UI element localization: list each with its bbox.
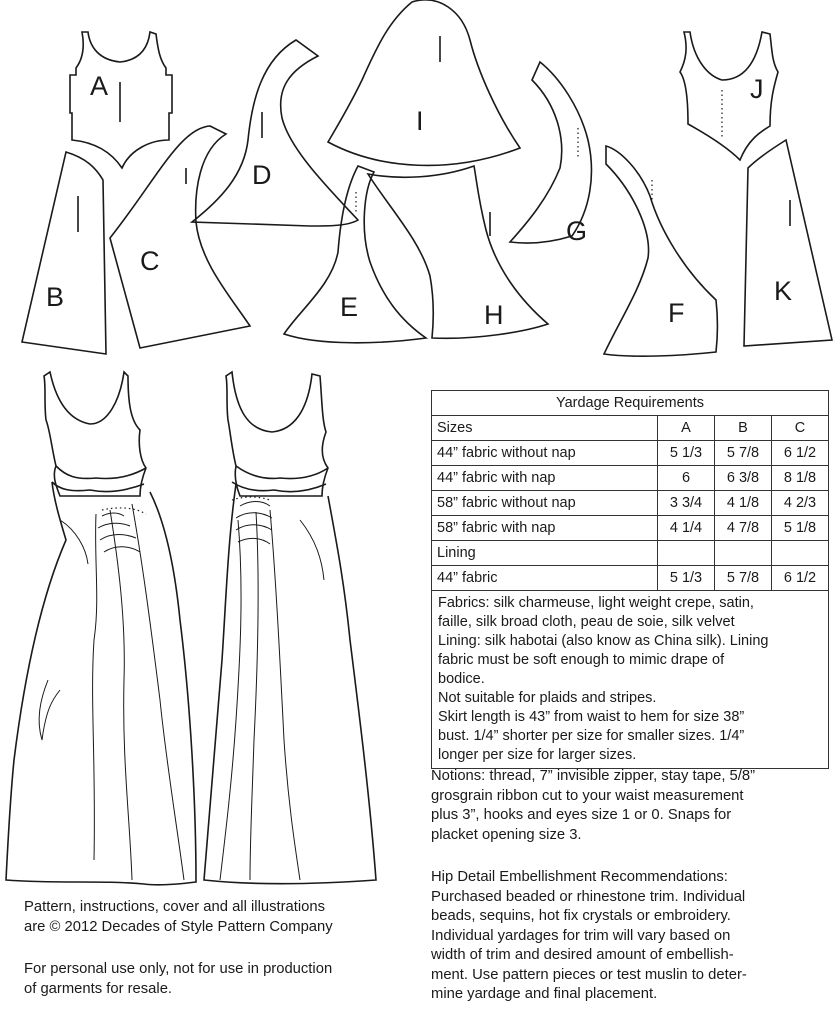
yardage-row-label: 44” fabric without nap	[432, 441, 658, 466]
fabrics-notes	[432, 591, 829, 769]
pattern-piece-e	[284, 166, 426, 343]
yardage-row	[432, 541, 829, 566]
pattern-piece-i-label: I	[416, 106, 424, 136]
fabrics-line: Fabrics: silk charmeuse, light weight crepe, satin,	[438, 595, 754, 611]
yardage-header-row	[432, 416, 829, 441]
fabrics-line: bust. 1/4” shorter per size for smaller sizes. 1/4”	[438, 728, 745, 744]
yardage-value-c	[772, 541, 829, 566]
pattern-piece-a	[70, 32, 172, 168]
yardage-value-b: 4 1/8	[715, 491, 772, 516]
fabrics-line: Skirt length is 43” from waist to hem for size 38”	[438, 709, 745, 725]
hip-detail-line: Hip Detail Embellishment Recommendations:	[431, 869, 728, 885]
yardage-row-label: 44” fabric with nap	[432, 466, 658, 491]
usage-notice	[24, 960, 404, 999]
fabrics-line: faille, silk broad cloth, peau de soie, silk velvet	[438, 614, 735, 630]
yardage-value-c: 6 1/2	[772, 566, 829, 591]
yardage-row	[432, 516, 829, 541]
notions-section	[431, 767, 831, 845]
yardage-header-c: C	[772, 416, 829, 441]
yardage-value-c: 4 2/3	[772, 491, 829, 516]
fabrics-line: Not suitable for plaids and stripes.	[438, 690, 657, 706]
usage-line: of garments for resale.	[24, 980, 173, 997]
yardage-value-a	[658, 541, 715, 566]
yardage-row-label: 58” fabric without nap	[432, 491, 658, 516]
pattern-piece-b	[22, 152, 106, 354]
yardage-row	[432, 491, 829, 516]
yardage-value-a: 4 1/4	[658, 516, 715, 541]
yardage-header-b: B	[715, 416, 772, 441]
yardage-row-label: Lining	[432, 541, 658, 566]
pattern-piece-a-label: A	[90, 71, 109, 101]
yardage-value-a: 5 1/3	[658, 566, 715, 591]
hip-detail-line: ment. Use pattern pieces or test muslin to deter-	[431, 966, 747, 983]
yardage-table	[431, 390, 829, 769]
dress-back-illustration	[204, 372, 376, 884]
yardage-value-c: 6 1/2	[772, 441, 829, 466]
copyright-line: Pattern, instructions, cover and all illustrations	[24, 899, 326, 915]
yardage-value-b: 4 7/8	[715, 516, 772, 541]
yardage-table-title: Yardage Requirements	[432, 391, 829, 416]
pattern-piece-k-label: K	[774, 276, 793, 306]
fabrics-line: fabric must be soft enough to mimic drape of	[438, 652, 725, 668]
hip-detail-line: Individual yardages for trim will vary based on	[431, 927, 731, 944]
fabrics-line: bodice.	[438, 671, 485, 687]
usage-line: For personal use only, not for use in production	[24, 961, 333, 977]
pattern-piece-j	[680, 32, 778, 160]
pattern-piece-c	[110, 126, 250, 348]
yardage-row-label: 44” fabric	[432, 566, 658, 591]
pattern-piece-e-label: E	[340, 292, 359, 322]
yardage-value-a: 5 1/3	[658, 441, 715, 466]
pattern-piece-f-label: F	[668, 298, 685, 328]
yardage-value-a: 3 3/4	[658, 491, 715, 516]
hip-detail-line: width of trim and desired amount of embellish-	[431, 947, 734, 963]
yardage-value-c: 5 1/8	[772, 516, 829, 541]
yardage-row-label: 58” fabric with nap	[432, 516, 658, 541]
hip-detail-line: Purchased beaded or rhinestone trim. Individual	[431, 888, 746, 905]
notions-line: plus 3”, hooks and eyes size 1 or 0. Snaps for	[431, 807, 732, 823]
yardage-value-b	[715, 541, 772, 566]
yardage-value-b: 6 3/8	[715, 466, 772, 491]
hip-detail-line: beads, sequins, hot fix crystals or embroidery.	[431, 908, 731, 924]
fabrics-line: Lining: silk habotai (also know as China silk). Lining	[438, 633, 769, 649]
yardage-row	[432, 566, 829, 591]
yardage-row	[432, 466, 829, 491]
notions-line: grosgrain ribbon cut to your waist measurement	[431, 787, 744, 804]
pattern-piece-g-label: G	[566, 216, 588, 246]
yardage-row	[432, 441, 829, 466]
hip-detail-section	[431, 868, 831, 1005]
notions-line: Notions: thread, 7” invisible zipper, stay tape, 5/8”	[431, 768, 756, 784]
pattern-piece-j-label: J	[750, 74, 764, 104]
dress-front-illustration	[6, 372, 196, 885]
hip-detail-line: mine yardage and final placement.	[431, 986, 658, 1002]
pattern-piece-g	[510, 62, 591, 246]
pattern-piece-k	[744, 140, 832, 346]
pattern-piece-b-label: B	[46, 282, 65, 312]
pattern-piece-f	[604, 146, 718, 356]
yardage-header-sizes: Sizes	[432, 416, 658, 441]
yardage-value-b: 5 7/8	[715, 566, 772, 591]
notions-line: placket opening size 3.	[431, 826, 582, 843]
copyright-notice	[24, 898, 404, 937]
yardage-value-b: 5 7/8	[715, 441, 772, 466]
copyright-line: are © 2012 Decades of Style Pattern Company	[24, 918, 333, 935]
pattern-piece-h	[368, 166, 548, 338]
pattern-piece-d-label: D	[252, 160, 272, 190]
pattern-piece-i	[328, 0, 520, 165]
pattern-piece-h-label: H	[484, 300, 504, 330]
yardage-header-a: A	[658, 416, 715, 441]
yardage-value-a: 6	[658, 466, 715, 491]
fabrics-line: longer per size for larger sizes.	[438, 747, 637, 763]
pattern-piece-c-label: C	[140, 246, 160, 276]
yardage-value-c: 8 1/8	[772, 466, 829, 491]
